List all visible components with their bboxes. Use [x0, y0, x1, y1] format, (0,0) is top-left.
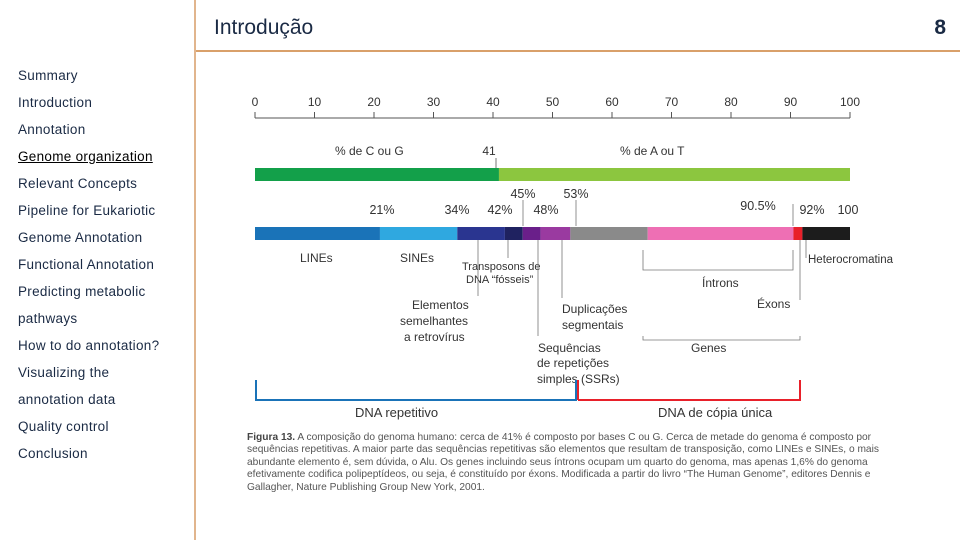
- pct-100: 100: [837, 203, 859, 217]
- label-transposons-2: DNA “fósseis”: [466, 274, 534, 286]
- sidebar-item-predicting-line2[interactable]: pathways: [18, 311, 78, 326]
- scale-tick-label: 90: [783, 95, 798, 109]
- label-lines: LINEs: [300, 251, 333, 265]
- composition-segment: [457, 227, 505, 240]
- pct-34: 34%: [444, 203, 470, 217]
- label-dna-single-copy: DNA de cópia única: [658, 405, 773, 420]
- sidebar-item-predicting-line1[interactable]: Predicting metabolic: [18, 284, 146, 299]
- scale-tick-label: 40: [486, 95, 500, 109]
- pct-48: 48%: [533, 203, 559, 217]
- caption-label: Figura 13.: [247, 432, 296, 443]
- composition-segment: [570, 227, 647, 240]
- composition-percent-labels: [369, 187, 858, 217]
- gc-split-label: 41: [482, 144, 496, 158]
- composition-segment: [541, 227, 571, 240]
- sidebar-item-introduction[interactable]: Introduction: [18, 95, 93, 110]
- composition-segment: [793, 227, 802, 240]
- label-genes: Genes: [691, 341, 727, 355]
- bracket-genes: [643, 336, 800, 340]
- page-number: 8: [934, 16, 946, 39]
- composition-segment: [255, 227, 380, 240]
- label-retro-2: semelhantes: [400, 314, 469, 328]
- gc-segment: [255, 168, 499, 181]
- sidebar-item-functional-annotation[interactable]: Functional Annotation: [18, 257, 155, 272]
- gc-content-bar: [255, 168, 850, 181]
- sidebar-item-quality-control[interactable]: Quality control: [18, 419, 109, 434]
- gc-label: % de C ou G: [335, 144, 404, 158]
- label-dna-repetitive: DNA repetitivo: [355, 405, 439, 420]
- connector-lines: [478, 240, 806, 340]
- label-ssr-3: simples (SSRs): [537, 372, 620, 386]
- scale-tick-label: 100: [839, 95, 861, 109]
- sidebar-item-summary[interactable]: Summary: [18, 68, 78, 83]
- scale-tick-label: 30: [426, 95, 441, 109]
- label-introns: Íntrons: [702, 276, 739, 290]
- scale-tick-label: 20: [367, 95, 381, 109]
- sidebar-item-genome-organization[interactable]: Genome organization: [18, 149, 153, 164]
- label-ssr-1: Sequências: [538, 341, 601, 355]
- sidebar-item-how-to-annotate[interactable]: How to do annotation?: [18, 338, 160, 353]
- scale-tick-label: 10: [307, 95, 322, 109]
- scale-tick-label: 80: [724, 95, 738, 109]
- label-duplicacoes-2: segmentais: [562, 318, 624, 332]
- label-heterochromatin: Heterocromatina: [808, 254, 894, 266]
- label-retro-1: Elementos: [412, 298, 469, 312]
- bracket-introns: [643, 250, 793, 270]
- at-label: % de A ou T: [620, 144, 685, 158]
- page-title: Introdução: [214, 16, 314, 39]
- composition-segment: [648, 227, 794, 240]
- bracket-dna-repetitive: [256, 380, 576, 400]
- sidebar-item-annotation[interactable]: Annotation: [18, 122, 86, 137]
- header-divider: [196, 50, 960, 52]
- sidebar-item-conclusion[interactable]: Conclusion: [18, 446, 88, 461]
- pct-21: 21%: [369, 203, 395, 217]
- composition-segment: [505, 227, 523, 240]
- sidebar-item-pipeline-line2[interactable]: Genome Annotation: [18, 230, 143, 245]
- composition-segment: [802, 227, 850, 240]
- label-duplicacoes-1: Duplicações: [562, 302, 628, 316]
- sidebar-nav: [18, 62, 192, 467]
- label-exons: Éxons: [757, 297, 791, 311]
- scale-tick-label: 70: [664, 95, 679, 109]
- pct-92: 92%: [799, 203, 825, 217]
- sidebar-item-visualizing-line2[interactable]: annotation data: [18, 392, 116, 407]
- pct-45: 45%: [510, 187, 536, 201]
- label-ssr-2: de repetições: [537, 356, 610, 370]
- sidebar-item-pipeline-line1[interactable]: Pipeline for Eukariotic: [18, 203, 156, 218]
- label-transposons-1: Transposons de: [462, 261, 541, 273]
- composition-segment: [380, 227, 457, 240]
- figure-caption: [247, 432, 915, 494]
- percent-scale: [252, 95, 861, 118]
- pct-42: 42%: [487, 203, 513, 217]
- sidebar-item-relevant-concepts[interactable]: Relevant Concepts: [18, 176, 138, 191]
- pct-53: 53%: [563, 187, 589, 201]
- composition-bar: [255, 227, 850, 240]
- segment-labels: [300, 251, 894, 420]
- scale-tick-label: 0: [251, 95, 259, 109]
- pct-90-5: 90.5%: [740, 199, 776, 213]
- composition-segment: [523, 227, 541, 240]
- genome-composition-figure: [240, 88, 920, 428]
- at-segment: [499, 168, 850, 181]
- scale-tick-label: 60: [605, 95, 619, 109]
- sidebar-item-visualizing-line1[interactable]: Visualizing the: [18, 365, 110, 380]
- label-sines: SINEs: [400, 251, 435, 265]
- scale-tick-label: 50: [545, 95, 560, 109]
- sidebar-divider: [194, 0, 196, 540]
- label-retro-3: a retrovírus: [404, 330, 465, 344]
- caption-text: A composição do genoma humano: cerca de 41% é composto por bases C ou G. Cerca de metade do genoma é composto por sequências repetitivas. A maior parte das sequências repetitivas são elementos que resultam de transposição, como LINEs e SINEs, o mais abundante elemento é, sem dúvida, o Alu. Os genes incluindo seus íntrons ocupam um quarto do genoma, mas apenas 1,6% do genoma efetivamente codifica polipeptídeos, ou seja, é constituído por éxons. Modificada a partir do livro “The Human Genome”, editores Dennis e Gallagher, Nature Publishing Group New York, 2001.: [247, 432, 879, 493]
